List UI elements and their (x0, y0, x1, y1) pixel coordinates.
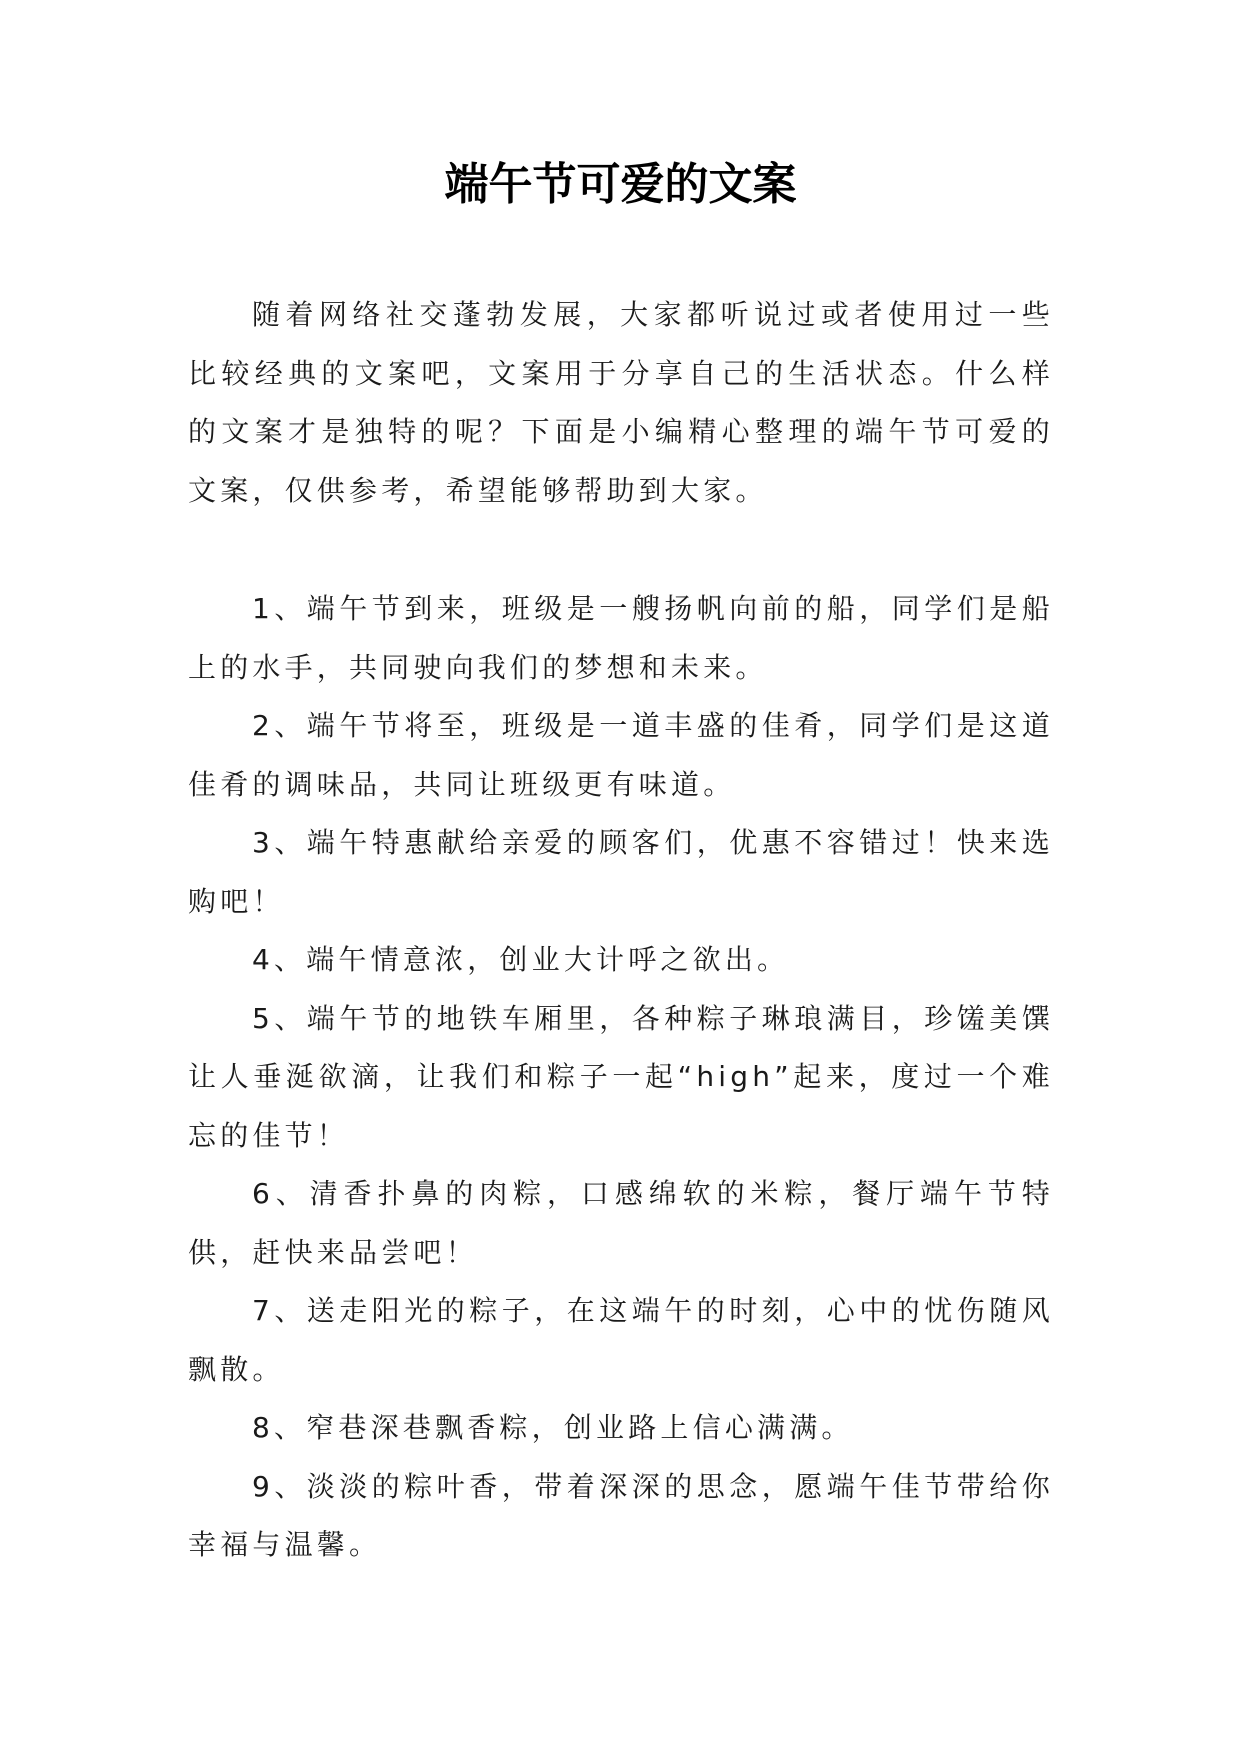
copy-list (188, 580, 1054, 1575)
list-item: 6、清香扑鼻的肉粽，口感绵软的米粽，餐厅端午节特供，赶快来品尝吧！ (188, 1177, 1054, 1269)
intro-paragraph: 随着网络社交蓬勃发展，大家都听说过或者使用过一些比较经典的文案吧，文案用于分享自己的生活状态。什么样的文案才是独特的呢？下面是小编精心整理的端午节可爱的文案，仅供参考，希望能够帮助到大家。 (188, 298, 1054, 507)
list-item: 4、端午情意浓，创业大计呼之欲出。 (252, 943, 790, 976)
list-item: 7、送走阳光的粽子，在这端午的时刻，心中的忧伤随风飘散。 (188, 1294, 1054, 1386)
list-item: 9、淡淡的粽叶香，带着深深的思念，愿端午佳节带给你幸福与温馨。 (188, 1469, 1054, 1561)
list-item: 8、窄巷深巷飘香粽，创业路上信心满满。 (252, 1411, 854, 1444)
list-item: 3、端午特惠献给亲爱的顾客们，优惠不容错过！快来选购吧！ (188, 826, 1054, 918)
intro-section (188, 286, 1054, 520)
list-item: 1、端午节到来，班级是一艘扬帆向前的船，同学们是船上的水手，共同驶向我们的梦想和未来。 (188, 592, 1054, 684)
list-item: 5、端午节的地铁车厢里，各种粽子琳琅满目，珍馐美馔让人垂涎欲滴，让我们和粽子一起“high”起来，度过一个难忘的佳节！ (188, 1001, 1054, 1152)
list-item: 2、端午节将至，班级是一道丰盛的佳肴，同学们是这道佳肴的调味品，共同让班级更有味道。 (188, 709, 1054, 801)
document-title: 端午节可爱的文案 (444, 159, 797, 210)
